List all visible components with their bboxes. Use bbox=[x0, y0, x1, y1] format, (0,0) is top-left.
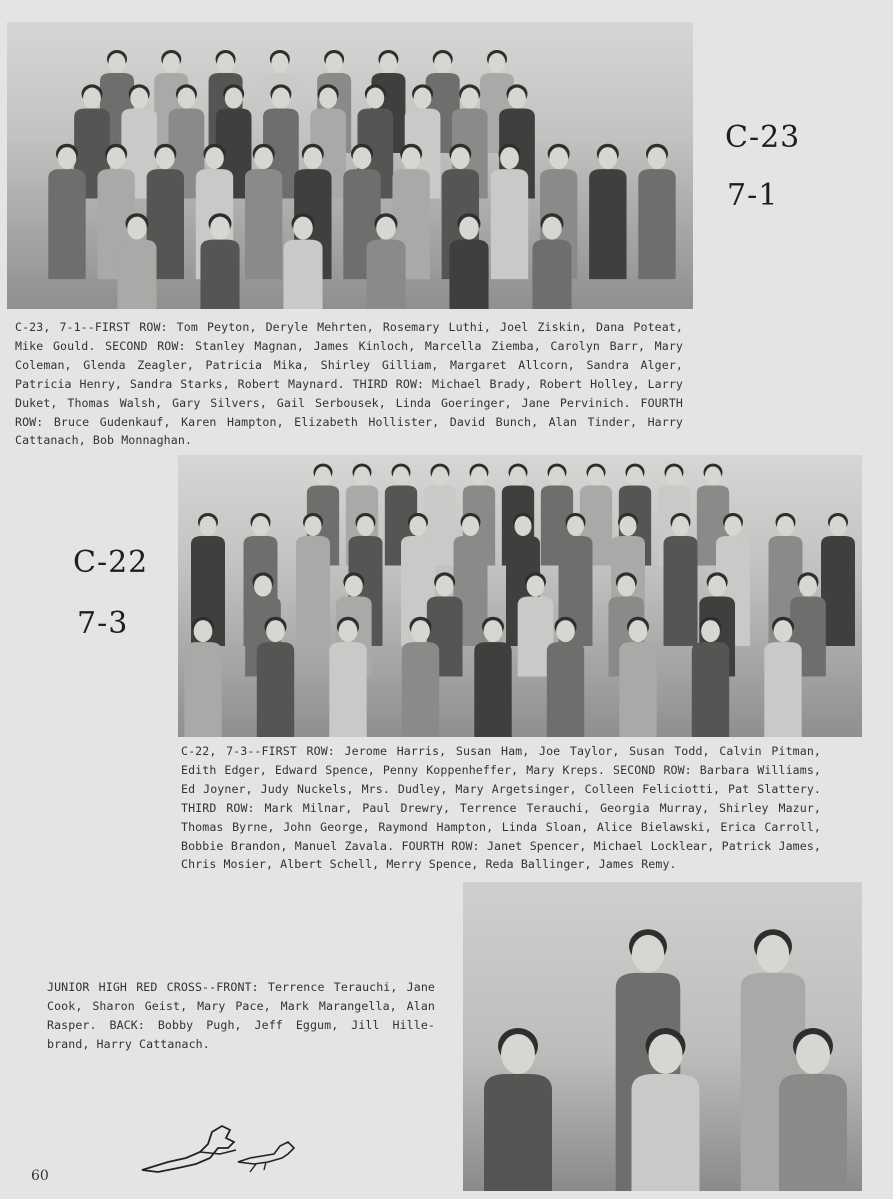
class-photo-c22-people bbox=[178, 455, 862, 737]
person-figure bbox=[589, 144, 626, 279]
person-figure bbox=[484, 1028, 552, 1191]
person-figure bbox=[638, 144, 675, 279]
red-cross-photo-people bbox=[463, 882, 862, 1191]
class-photo-c23 bbox=[7, 22, 693, 309]
page-number: 60 bbox=[31, 1168, 49, 1184]
grade-label-7-3: 7-3 bbox=[77, 606, 129, 641]
caption-c23: C-23, 7-1--FIRST ROW: Tom Peyton, Deryle Mehrten, Rosemary Luthi, Joel Ziskin, Dana Poteat, Mike Gould. SECOND ROW: Stanley Magnan, James Kinloch, Marcella Ziemba, Carolyn Barr, Mary Coleman, Glenda Zeagler, Patricia Mika, Shirley Gilliam, Margaret Allcorn, Sandra Alger, Patricia Henry, Sandra Starks, Robert Maynard. THIRD ROW: Michael Brady, Robert Holley, Larry Duket, Thomas Walsh, Gary Silvers, Gail Serbousek, Linda Goeringer, Jane Pervinich. FOURTH ROW: Bruce Gudenkauf, Karen Hampton, Elizabeth Hollister, David Bunch, Alan Tinder, Harry Cattanach, Bob Monnaghan. bbox=[15, 320, 683, 448]
person-figure bbox=[821, 513, 855, 646]
homeroom-label-c23: C-23 bbox=[725, 120, 801, 155]
red-cross-photo bbox=[463, 882, 862, 1191]
caption-red-cross: JUNIOR HIGH RED CROSS--FRONT: Terrence Terauchi, Jane Cook, Sharon Geist, Mary Pace, Mark Marangella, Alan Rasper. BACK: Bobby Pugh, Jeff Eggum, Jill Hille-brand, Harry Cattanach. bbox=[47, 980, 435, 1051]
homeroom-label-c22: C-22 bbox=[73, 545, 149, 580]
grade-label-7-1: 7-1 bbox=[727, 178, 779, 213]
caption-c22: C-22, 7-3--FIRST ROW: Jerome Harris, Susan Ham, Joe Taylor, Susan Todd, Calvin Pitman, Edith Edger, Edward Spence, Penny Koppenheffer, Mary Kreps. SECOND ROW: Barbara Williams, Ed Joyner, Judy Nuckels, Mrs. Dudley, Mary Argetsinger, Colleen Feliciotti, Pat Slattery. THIRD ROW: Mark Milnar, Paul Drewry, Terrence Terauchi, Georgia Murray, Shirley Mazur, Thomas Byrne, John George, Raymond Hampton, Linda Sloan, Alice Bielawski, Erica Carroll, Bobbie Brandon, Manuel Zavala. FOURTH ROW: Janet Spencer, Michael Locklear, Patrick James, Chris Mosier, Albert Schell, Merry Spence, Reda Ballinger, James Remy. bbox=[181, 744, 821, 872]
running-figures-doodle bbox=[138, 1118, 303, 1180]
class-photo-c22 bbox=[178, 455, 862, 737]
class-photo-c23-people bbox=[7, 22, 693, 309]
